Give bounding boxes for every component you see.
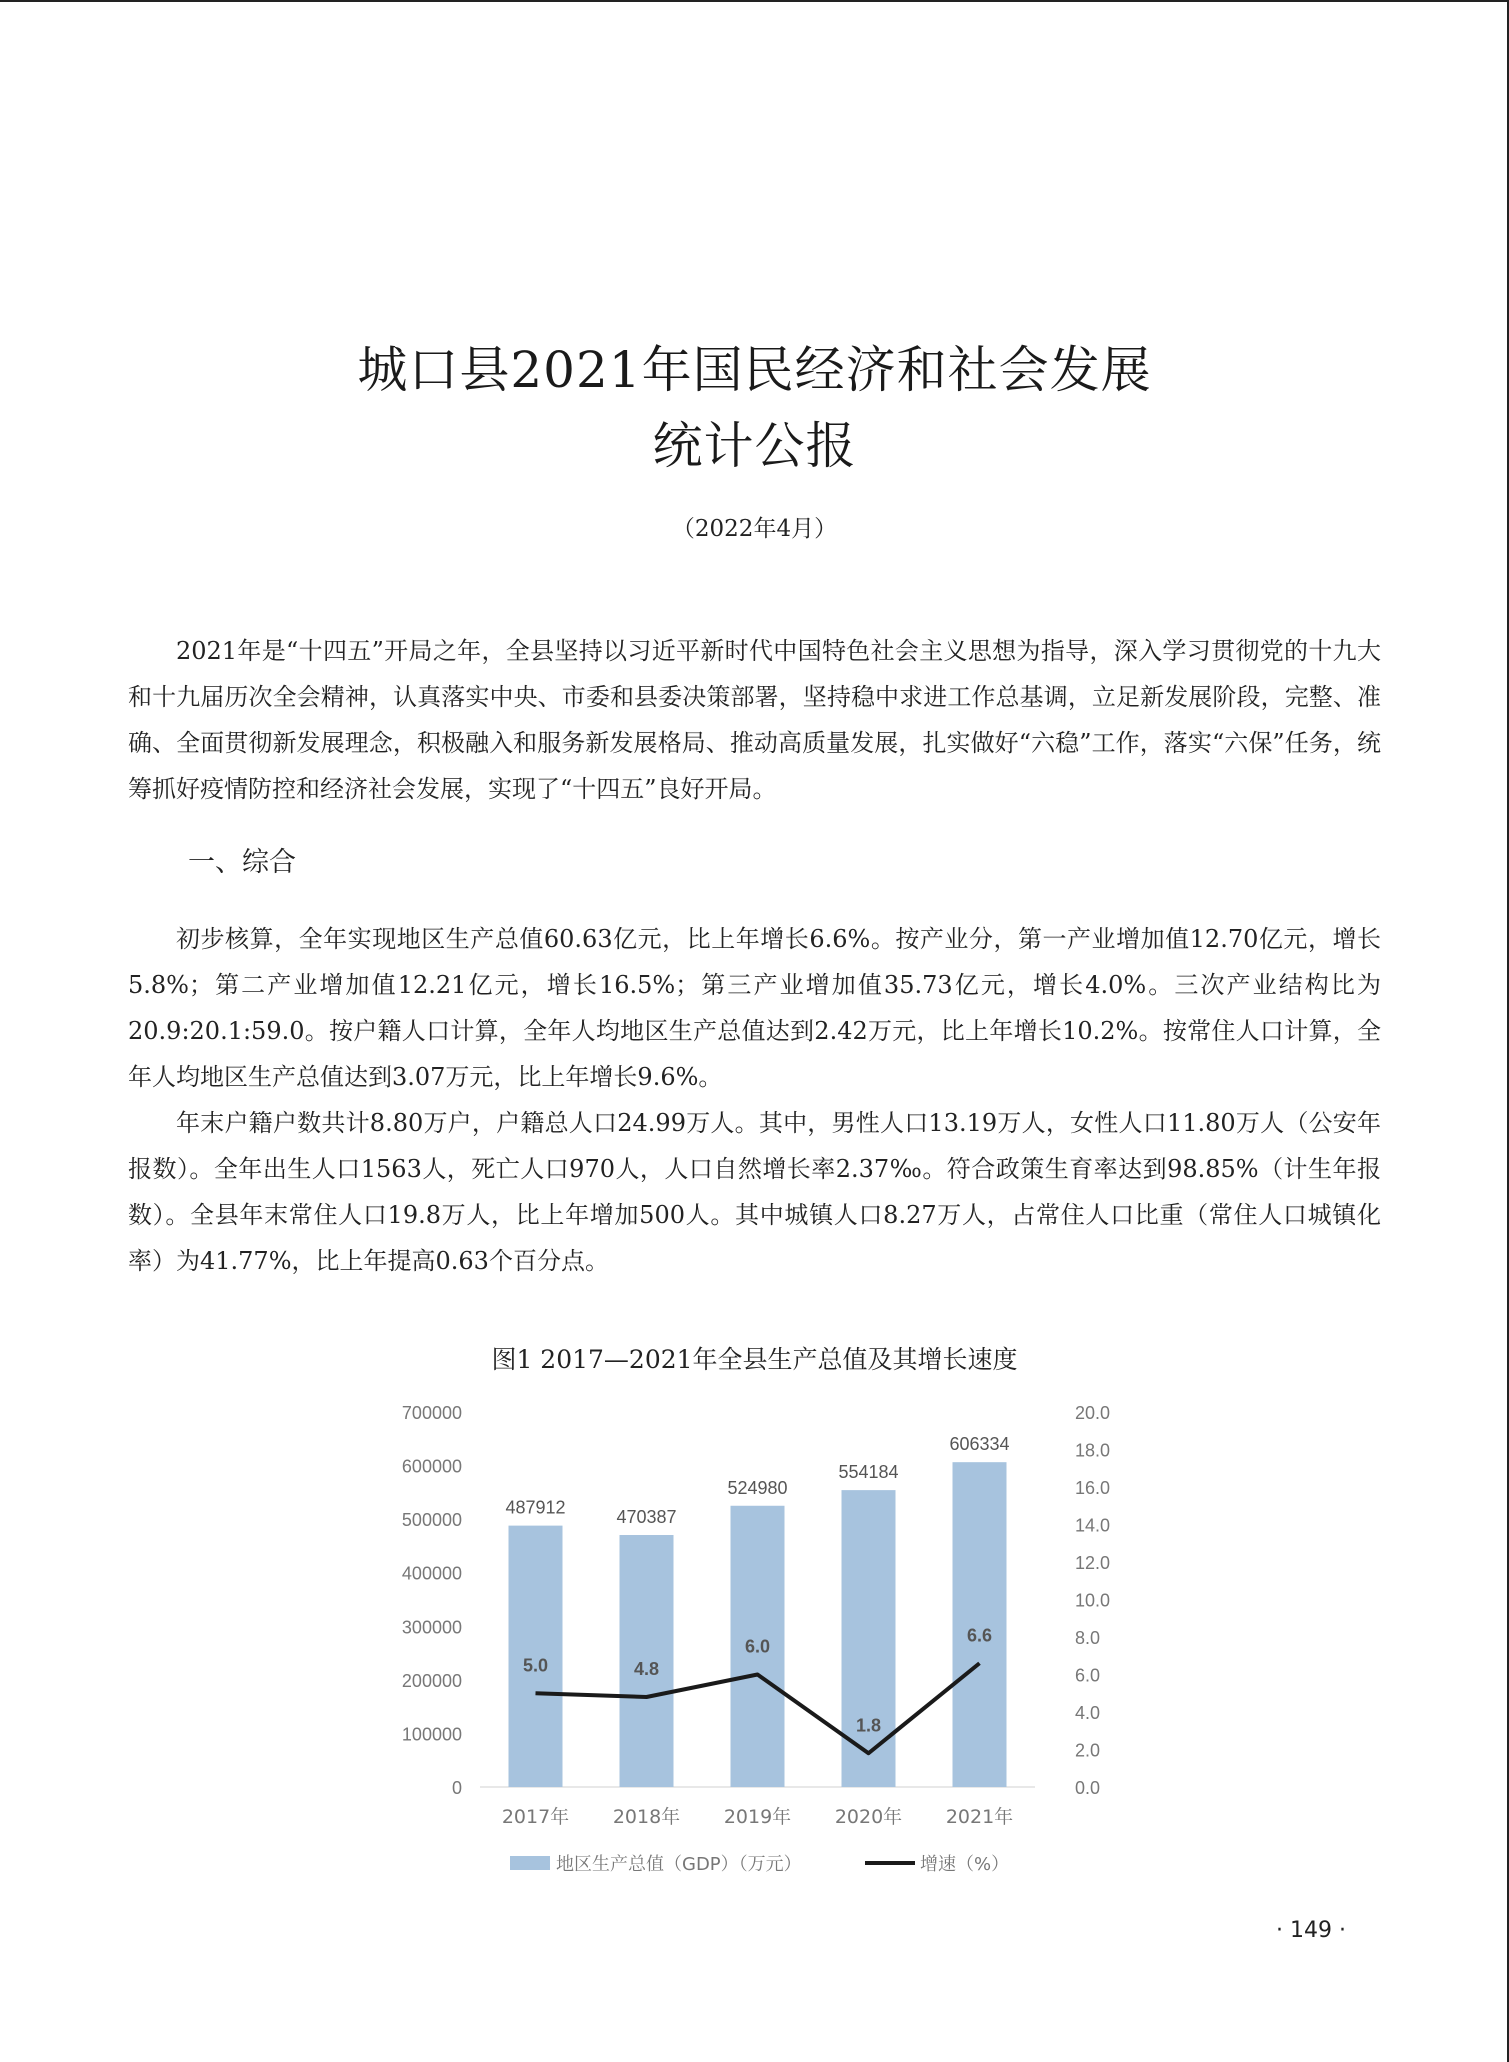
x-axis-category-label: 2020年: [834, 1806, 903, 1828]
right-axis-tick-label: 0.0: [1075, 1778, 1101, 1798]
left-axis-tick-label: 400000: [401, 1563, 462, 1584]
right-axis-tick-label: 16.0: [1075, 1478, 1111, 1498]
left-axis-tick-label: 300000: [401, 1617, 462, 1638]
right-axis-tick-label: 8.0: [1075, 1628, 1101, 1648]
left-axis-tick-label: 700000: [401, 1403, 462, 1423]
left-axis-tick-label: 600000: [401, 1456, 462, 1477]
right-axis-tick-label: 18.0: [1075, 1440, 1111, 1461]
growth-rate-point-label: 1.8: [855, 1715, 882, 1736]
left-axis-tick-label: 200000: [401, 1670, 462, 1691]
right-axis-tick-label: 10.0: [1075, 1590, 1111, 1611]
gdp-bar-value-label: 470387: [616, 1507, 677, 1528]
section-heading-overview: 一、综合: [188, 847, 296, 878]
right-axis-tick-label: 6.0: [1075, 1665, 1101, 1686]
gdp-bar: [842, 1490, 896, 1787]
right-axis-tick-label: 4.0: [1075, 1703, 1101, 1723]
growth-rate-point-label: 5.0: [522, 1655, 549, 1676]
gdp-paragraph: 初步核算，全年实现地区生产总值60.63亿元，比上年增长6.6%。按产业分，第一产业增加值12.70亿元，增长5.8%；第二产业增加值12.21亿元，增长16.5%；第三产业增加值35.73亿元，增长4.0%。三次产业结构比为20.9:20.1:59.0。按户籍人口计算，全年人均地区生产总值达到2.42万元，比上年增长10.2%。按常住人口计算，全年人均地区生产总值达到3.07万元，比上年增长9.6%。: [128, 925, 1381, 1091]
document-title-line1: 城口县2021年国民经济和社会发展: [357, 341, 1152, 399]
left-axis-tick-label: 0: [451, 1778, 462, 1798]
right-axis-tick-label: 20.0: [1075, 1403, 1111, 1423]
right-axis-tick-label: 14.0: [1075, 1515, 1111, 1536]
page-number: · 149 ·: [1276, 1918, 1346, 1943]
gdp-bar-value-label: 554184: [838, 1462, 899, 1483]
gdp-bar-value-label: 606334: [949, 1434, 1010, 1455]
left-axis-tick-label: 500000: [401, 1510, 462, 1531]
gdp-bar-value-label: 524980: [727, 1477, 788, 1498]
growth-rate-point-label: 6.6: [966, 1625, 993, 1646]
right-axis-tick-label: 2.0: [1075, 1740, 1101, 1761]
right-axis-tick-label: 12.0: [1075, 1553, 1111, 1573]
x-axis-category-label: 2017年: [501, 1806, 570, 1828]
population-paragraph: 年末户籍户数共计8.80万户，户籍总人口24.99万人。其中，男性人口13.19万人，女性人口11.80万人（公安年报数）。全年出生人口1563人，死亡人口970人，人口自然增长率2.37‰。符合政策生育率达到98.85%（计生年报数）。全县年末常住人口19.8万人，比上年增加500人。其中城镇人口8.27万人，占常住人口比重（常住人口城镇化率）为41.77%，比上年提高0.63个百分点。: [128, 1109, 1381, 1275]
legend-growth-label: 增速（%）: [920, 1854, 1010, 1875]
growth-rate-point-label: 6.0: [744, 1636, 771, 1657]
x-axis-category-label: 2021年: [945, 1806, 1014, 1828]
intro-paragraph: 2021年是“十四五”开局之年，全县坚持以习近平新时代中国特色社会主义思想为指导，深入学习贯彻党的十九大和十九届历次全会精神，认真落实中央、市委和县委决策部署，坚持稳中求进工作总基调，立足新发展阶段，完整、准确、全面贯彻新发展理念，积极融入和服务新发展格局、推动高质量发展，扎实做好“六稳”工作，落实“六保”任务，统筹抓好疫情防控和经济社会发展，实现了“十四五”良好开局。: [128, 637, 1381, 803]
legend-gdp-swatch: [510, 1856, 550, 1870]
gdp-bar-value-label: 487912: [505, 1497, 566, 1518]
x-axis-category-label: 2019年: [723, 1806, 792, 1828]
publication-date: （2022年4月）: [671, 516, 838, 542]
left-axis-tick-label: 100000: [401, 1724, 462, 1745]
x-axis-category-label: 2018年: [612, 1806, 681, 1828]
page-top-border: [0, 0, 1509, 2]
document-title-line2: 统计公报: [652, 417, 857, 475]
legend-gdp-label: 地区生产总值（GDP）（万元）: [556, 1854, 802, 1875]
gdp-growth-chart: [380, 1390, 1140, 1890]
figure-title: 图1 2017—2021年全县生产总值及其增长速度: [491, 1345, 1018, 1374]
growth-rate-point-label: 4.8: [633, 1659, 660, 1679]
